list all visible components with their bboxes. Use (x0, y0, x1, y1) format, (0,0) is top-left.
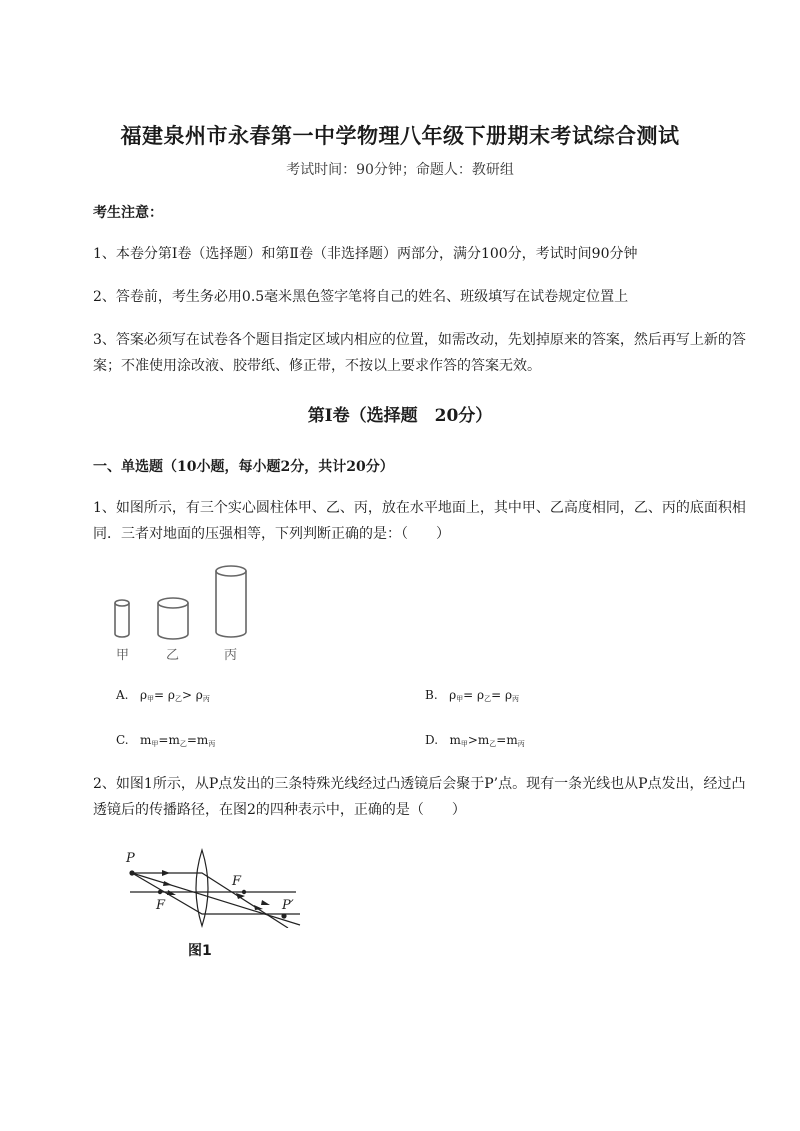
document-subtitle: 考试时间：90分钟；命题人：教研组 (286, 162, 514, 178)
focus-left-dot (158, 890, 162, 894)
cylinder-yi (158, 598, 188, 639)
point-p-dot (129, 870, 134, 875)
label-p: P (126, 851, 135, 866)
arrow-6 (261, 900, 270, 905)
arrow-5 (254, 905, 263, 910)
cylinder-label-bing: 丙 (224, 648, 238, 663)
notice-item-2: 2、答卷前，考生务必用0.5毫米黑色签字笔将自己的姓名、班级填写在试卷规定位置上 (93, 289, 629, 305)
label-focus-left: F (156, 898, 166, 913)
notice-item-3: 3、答案必须写在试卷各个题目指定区域内相应的位置，如需改动，先划掉原来的答案，然后再写上新的答案；不准使用涂改液、胶带纸、修正带，不按以上要求作答的答案无效。 (93, 332, 746, 374)
q1-option-c[interactable]: C. $m_甲=m_乙=m_丙$ (116, 733, 216, 748)
figure-1-caption: 图1 (188, 943, 212, 959)
question-2-text: 2、如图1所示，从P点发出的三条特殊光线经过凸透镜后会聚于P’点。现有一条光线也从P点发出，经过凸透镜后的传播路径，在图2的四种表示中，正确的是（ ） (93, 776, 746, 818)
q1-option-a[interactable]: A. $\rho_甲= \rho_乙> \rho_丙$ (116, 688, 210, 703)
cylinder-bing (216, 566, 246, 637)
label-p-prime: P′ (282, 898, 294, 913)
q1-option-d[interactable]: D. $m_甲>m_乙=m_丙$ (425, 733, 525, 748)
part-heading: 一、单选题（10小题，每小题2分，共计20分） (93, 459, 394, 475)
document-title: 福建泉州市永春第一中学物理八年级下册期末考试综合测试 (120, 123, 680, 148)
q2-lens-figure (118, 848, 308, 928)
q1-option-b[interactable]: B. $\rho_甲= \rho_乙= \rho_丙$ (425, 688, 520, 703)
focus-right-dot (242, 890, 246, 894)
cylinder-label-jia: 甲 (116, 648, 130, 663)
cylinder-jia (115, 600, 129, 637)
notice-item-1: 1、本卷分第I卷（选择题）和第Ⅱ卷（非选择题）两部分，满分100分，考试时间90分钟 (93, 246, 638, 262)
label-focus-right: F (232, 874, 242, 889)
notice-heading: 考生注意： (93, 205, 163, 221)
cylinder-label-yi: 乙 (166, 648, 180, 663)
question-1-text: 1、如图所示，有三个实心圆柱体甲、乙、丙，放在水平地面上，其中甲、乙高度相同，乙、丙的底面积相同．三者对地面的压强相等，下列判断正确的是：（ ） (93, 500, 746, 542)
section-title: 第I卷（选择题 20分） (307, 406, 493, 426)
point-p-prime-dot (281, 913, 286, 918)
arrow-1 (162, 870, 170, 876)
